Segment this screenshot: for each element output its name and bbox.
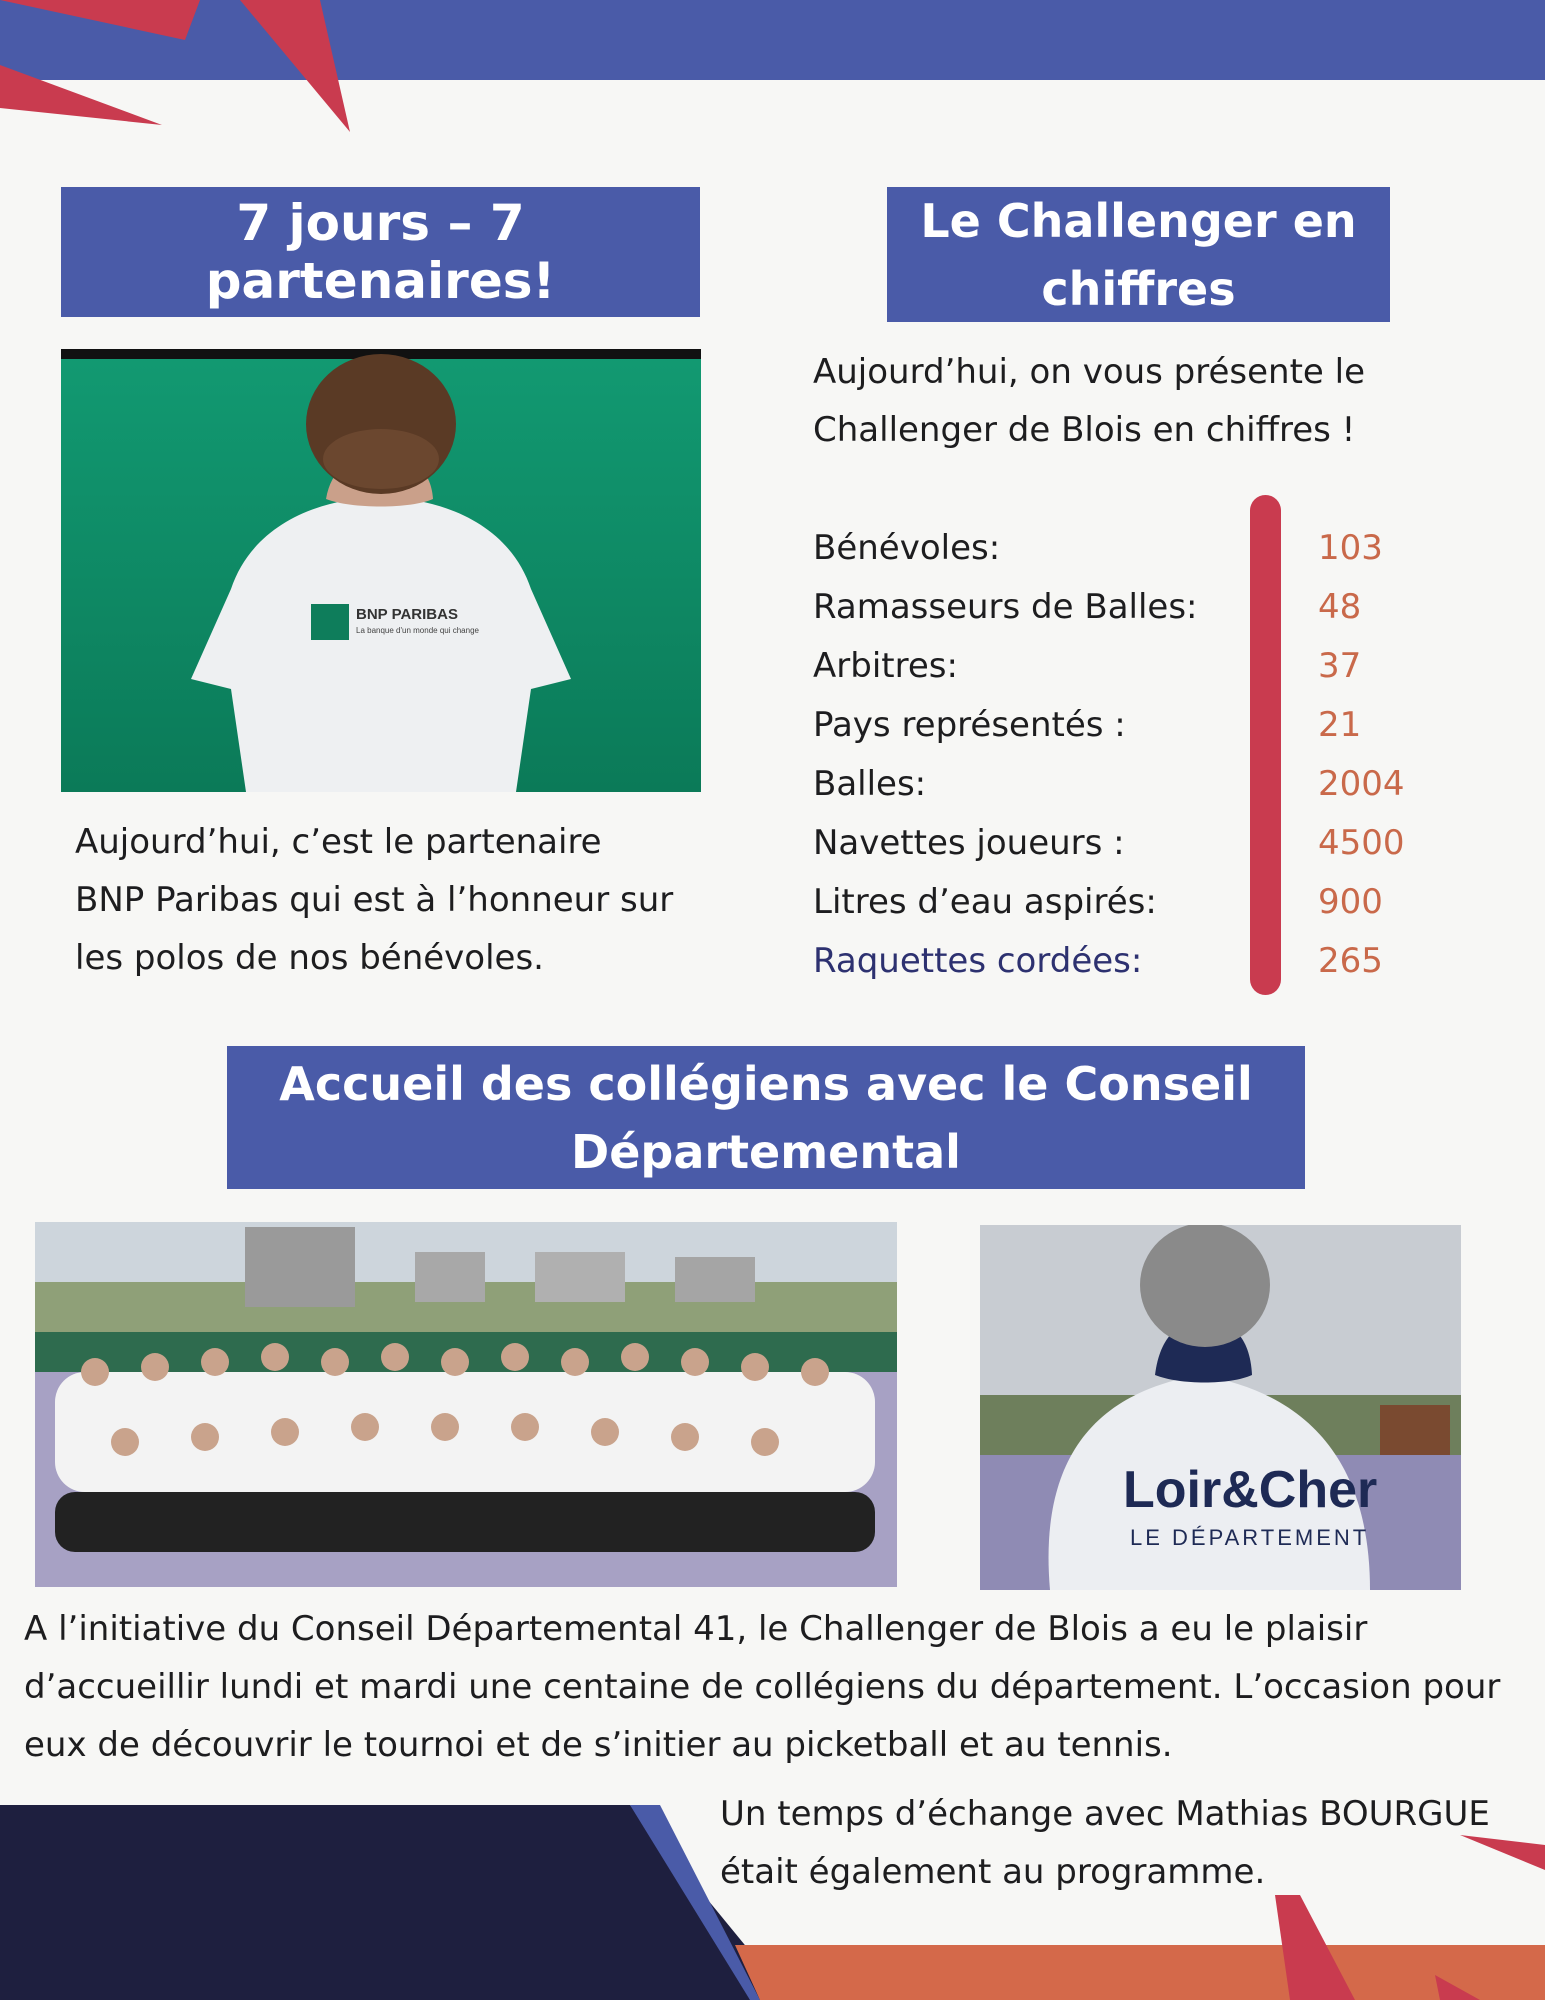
- stat-value: 265: [1318, 941, 1383, 981]
- stat-value: 37: [1318, 646, 1362, 686]
- stat-label: Navettes joueurs :: [813, 823, 1125, 863]
- stat-value: 4500: [1318, 823, 1405, 863]
- chiffres-intro: Aujourd’hui, on vous présente le Challenger de Blois en chiffres !: [813, 352, 1366, 450]
- stat-value: 2004: [1318, 764, 1405, 804]
- stat-row: [813, 519, 1433, 578]
- stat-label: Raquettes cordées:: [813, 941, 1143, 981]
- partners-heading: 7 jours – 7 partenaires!: [61, 187, 700, 317]
- chiffres-heading: Le Challenger en chiffres: [887, 187, 1390, 322]
- collegiens-group-photo: [35, 1222, 897, 1587]
- stat-label: Ramasseurs de Balles:: [813, 587, 1198, 627]
- stat-row: [813, 578, 1433, 637]
- loir-et-cher-logo: Loir&Cher: [1123, 1461, 1378, 1519]
- stat-label: Pays représentés :: [813, 705, 1126, 745]
- stat-label: Balles:: [813, 764, 927, 804]
- stat-value: 48: [1318, 587, 1362, 627]
- stat-label: Bénévoles:: [813, 528, 1001, 568]
- stat-row: [813, 873, 1433, 932]
- stat-value: 21: [1318, 705, 1362, 745]
- accueil-heading: Accueil des collégiens avec le Conseil Départemental: [227, 1046, 1305, 1189]
- bnp-logo-subtext: La banque d'un monde qui change: [356, 626, 479, 635]
- stat-row: [813, 637, 1433, 696]
- stat-label: Arbitres:: [813, 646, 958, 686]
- stat-label: Litres d’eau aspirés:: [813, 882, 1157, 922]
- stat-row: [813, 755, 1433, 814]
- bnp-description: Aujourd’hui, c’est le partenaire BNP Paribas qui est à l’honneur sur les polos de nos bénévoles.: [75, 822, 674, 978]
- stat-row: [813, 696, 1433, 755]
- stat-row: [813, 932, 1433, 991]
- stat-row: [813, 814, 1433, 873]
- stats-list: [813, 519, 1433, 991]
- bnp-logo-text: BNP PARIBAS: [356, 606, 458, 623]
- mathias-footer-text: Un temps d’échange avec Mathias BOURGUE était également au programme.: [720, 1794, 1490, 1892]
- bnp-polo-photo: [61, 349, 701, 792]
- loir-et-cher-photo: [980, 1225, 1461, 1590]
- top-left-decoration: [0, 0, 360, 140]
- stat-value: 900: [1318, 882, 1383, 922]
- loir-et-cher-subtext: LE DÉPARTEMENT: [1130, 1525, 1370, 1550]
- collegiens-description: A l’initiative du Conseil Départemental 41, le Challenger de Blois a eu le plaisir d’accueillir lundi et mardi une centaine de collégiens du département. L’occasion pour eux de découvrir le tournoi et de s’initier au picketball et au tennis.: [24, 1609, 1501, 1765]
- stat-value: 103: [1318, 528, 1383, 568]
